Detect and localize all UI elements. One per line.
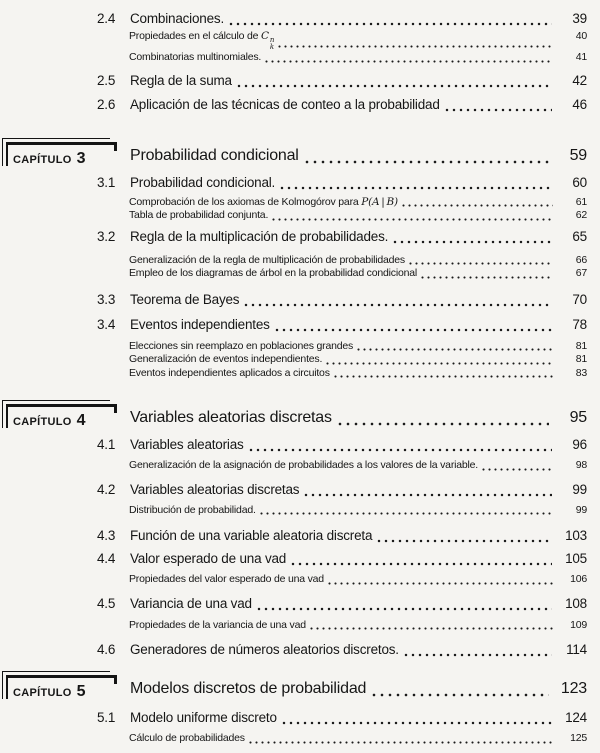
subsection-title: Generalización de la asignación de probabilidades a los valores de la variable.: [129, 459, 479, 471]
page-number: 81: [575, 353, 587, 365]
toc-row: [97, 527, 587, 545]
toc-row: [129, 196, 587, 210]
section-number: 2.5: [97, 72, 116, 88]
toc-row: [97, 481, 587, 499]
toc-row: [97, 10, 587, 28]
subsection-title: Combinatorias multinomiales.: [129, 51, 262, 63]
page-number: 59: [569, 146, 587, 164]
toc-row-chapter: [13, 138, 587, 168]
chapter-box-inner-rule-top: [6, 404, 117, 407]
section-number: 4.3: [97, 528, 116, 543]
toc-row: [129, 267, 587, 281]
page-number: 81: [575, 339, 587, 352]
chapter-label: [13, 409, 86, 434]
page-number: 39: [572, 11, 587, 26]
leader-dots: [237, 84, 552, 88]
toc-row: [129, 209, 587, 223]
leader-dots: [278, 45, 553, 48]
leader-dots: [260, 512, 553, 515]
toc-row: [129, 254, 587, 268]
subsection-title: Propiedades de la variancia de una vad: [129, 618, 306, 631]
page-number: 95: [569, 409, 587, 426]
toc-row: [129, 353, 587, 367]
subsection-title-text: Propiedades en el cálculo de: [129, 30, 261, 42]
leader-dots: [291, 562, 552, 566]
math-supsub: [270, 37, 274, 50]
chapter-label-box: [2, 400, 117, 428]
leader-dots: [265, 60, 553, 63]
page-number: 125: [570, 732, 587, 744]
leader-dots: [482, 468, 553, 471]
section-number: 3.2: [97, 228, 116, 244]
subsection-title-text: Comprobación de los axiomas de Kolmogórov para: [129, 195, 362, 208]
chapter-box-inner-rule-top: [6, 675, 117, 678]
page-number: 62: [575, 209, 587, 221]
toc-row: [97, 641, 587, 659]
page-number: 42: [572, 72, 587, 88]
section-title: Combinaciones.: [130, 11, 225, 26]
page-number: 61: [575, 195, 587, 208]
toc-row: [97, 291, 587, 309]
subsection-title: Cálculo de probabilidades: [129, 732, 245, 744]
toc-row: [97, 436, 587, 454]
leader-dots: [305, 160, 549, 164]
chapter-box-corner-tick: [114, 404, 117, 413]
leader-dots: [334, 375, 553, 378]
toc-row-chapter: [13, 400, 587, 430]
section-title: Variancia de una vad: [130, 595, 252, 611]
page-number: 124: [565, 710, 587, 725]
chapter-label-box: [2, 671, 117, 699]
chapter-label-number: 5: [76, 683, 86, 700]
section-number: 4.6: [97, 642, 116, 657]
leader-dots: [357, 348, 553, 351]
chapter-title: Probabilidad condicional: [130, 146, 299, 164]
leader-dots: [310, 627, 553, 630]
page-number: 65: [572, 228, 587, 244]
section-number: 5.1: [97, 710, 116, 725]
toc-row: [129, 367, 587, 381]
toc-row: [97, 228, 587, 246]
toc-row: [97, 72, 587, 90]
page-number: 123: [560, 680, 587, 697]
page-number: 70: [572, 291, 587, 307]
page-number: 109: [570, 618, 587, 631]
leader-dots: [282, 721, 552, 725]
leader-dots: [377, 539, 552, 543]
page-number: 66: [575, 253, 587, 266]
section-title: Generadores de números aleatorios discretos.: [130, 642, 399, 657]
subsection-title: Generalización de eventos independientes.: [129, 353, 323, 365]
leader-dots: [409, 262, 553, 265]
page-number: 99: [575, 503, 587, 516]
page-number: 46: [572, 96, 587, 112]
section-number: 2.4: [97, 11, 116, 26]
section-number: 2.6: [97, 96, 116, 112]
chapter-label: [13, 680, 86, 705]
page-number: 67: [575, 267, 587, 279]
section-number: 4.5: [97, 595, 116, 611]
subsection-title: [129, 196, 398, 210]
toc-row: [97, 316, 587, 334]
chapter-label: [13, 147, 86, 172]
chapter-box-inner-rule-left: [6, 676, 8, 699]
chapter-label-word: CAPÍTULO: [13, 416, 72, 428]
page-number: 40: [575, 30, 587, 42]
page-number: 103: [565, 528, 587, 543]
chapter-label-number: 4: [76, 412, 86, 429]
page-number: 41: [575, 51, 587, 63]
leader-dots: [338, 422, 549, 426]
subsection-title: [129, 30, 274, 50]
page-number: 78: [572, 316, 587, 332]
toc-row: [129, 459, 587, 473]
page-number: 105: [565, 551, 587, 566]
chapter-label-word: CAPÍTULO: [13, 153, 72, 166]
subsection-title: Generalización de la regla de multiplicación de probabilidades: [129, 253, 405, 266]
section-title: Eventos independientes: [130, 316, 270, 332]
subsection-title: Propiedades del valor esperado de una vad: [129, 573, 324, 585]
leader-dots: [421, 276, 553, 279]
toc-row-chapter: [13, 671, 587, 701]
leader-dots: [244, 303, 552, 307]
leader-dots: [275, 328, 552, 332]
chapter-label-number: 3: [76, 149, 86, 167]
leader-dots: [249, 741, 553, 744]
page-number: 83: [575, 366, 587, 379]
page-number: 98: [575, 459, 587, 471]
toc-row: [129, 573, 587, 587]
toc-row: [129, 732, 587, 746]
leader-dots: [249, 448, 552, 452]
section-title: Regla de la multiplicación de probabilidades.: [130, 228, 389, 244]
page-number: 114: [566, 642, 587, 657]
toc-row: [129, 30, 587, 50]
leader-dots: [393, 240, 552, 244]
leader-dots: [326, 362, 553, 365]
section-number: 3.1: [97, 174, 116, 190]
toc-row: [129, 504, 587, 518]
section-title: Probabilidad condicional.: [130, 174, 276, 190]
page-number: 60: [572, 174, 587, 190]
subsection-title: Tabla de probabilidad conjunta.: [129, 209, 269, 221]
chapter-title: Variables aleatorias discretas: [130, 409, 332, 426]
chapter-label-word: CAPÍTULO: [13, 687, 72, 699]
leader-dots: [257, 607, 552, 611]
section-title: Valor esperado de una vad: [130, 551, 287, 566]
chapter-title: Modelos discretos de probabilidad: [130, 680, 367, 697]
toc-row: [97, 550, 587, 568]
leader-dots: [402, 204, 553, 207]
toc-row: [97, 96, 587, 114]
section-title: Modelo uniforme discreto: [130, 710, 277, 725]
chapter-box-corner-tick: [114, 142, 117, 151]
subsection-title: Eventos independientes aplicados a circuitos: [129, 366, 330, 379]
toc-row: [97, 709, 587, 727]
leader-dots: [229, 22, 552, 26]
page-number: 108: [565, 595, 587, 611]
section-number: 4.2: [97, 481, 116, 497]
math-variable: C: [260, 30, 269, 42]
leader-dots: [404, 653, 552, 657]
section-title: Variables aleatorias discretas: [130, 481, 300, 497]
math-subscript: k: [269, 42, 274, 51]
math-superscript: n: [269, 36, 275, 44]
leader-dots: [328, 582, 553, 585]
leader-dots: [445, 108, 552, 112]
section-number: 4.1: [97, 437, 116, 452]
subsection-title: Empleo de los diagramas de árbol en la probabilidad condicional: [129, 267, 418, 279]
subsection-title: Elecciones sin reemplazo en poblaciones grandes: [129, 339, 354, 352]
chapter-box-inner-rule-left: [6, 143, 8, 166]
leader-dots: [372, 693, 549, 697]
section-number: 4.4: [97, 551, 116, 566]
toc-row: [129, 340, 587, 354]
page-number: 99: [572, 481, 587, 497]
math-expression: P(A | B): [361, 195, 398, 208]
page-number: 106: [570, 573, 587, 585]
section-number: 3.3: [97, 291, 116, 307]
section-title: Función de una variable aleatoria discreta: [130, 528, 373, 543]
subsection-title: Distribución de probabilidad.: [129, 503, 256, 516]
section-title: Regla de la suma: [130, 72, 232, 88]
chapter-box-inner-rule-left: [6, 405, 8, 428]
page-number: 96: [572, 437, 587, 452]
section-title: Variables aleatorias: [130, 437, 244, 452]
toc-row: [97, 174, 587, 192]
toc-row: [97, 595, 587, 613]
leader-dots: [304, 493, 552, 497]
leader-dots: [280, 186, 552, 190]
toc-row: [129, 51, 587, 65]
section-title: Teorema de Bayes: [130, 291, 240, 307]
section-title: Aplicación de las técnicas de conteo a la probabilidad: [130, 96, 440, 112]
leader-dots: [272, 218, 553, 221]
chapter-label-box: [2, 138, 117, 166]
chapter-box-corner-tick: [114, 675, 117, 684]
toc-row: [129, 619, 587, 633]
section-number: 3.4: [97, 316, 116, 332]
chapter-box-inner-rule-top: [6, 142, 117, 145]
